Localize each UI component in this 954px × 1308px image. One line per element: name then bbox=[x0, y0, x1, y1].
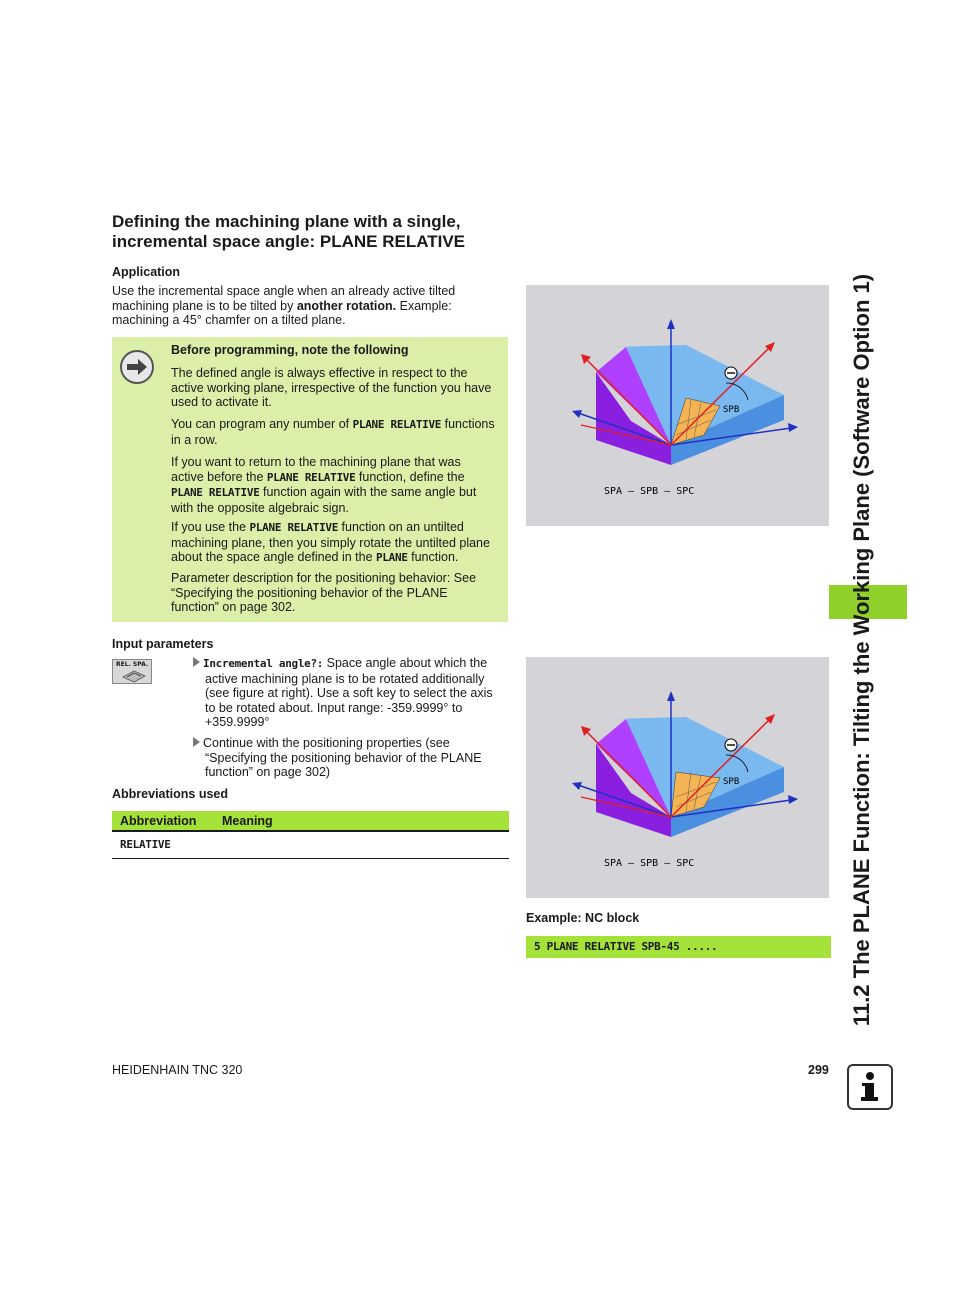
figure-tilt-diagram-2 bbox=[526, 657, 829, 898]
param-text: Space angle about which the bbox=[323, 656, 488, 670]
code-term: PLANE bbox=[376, 551, 408, 564]
param-line: +359.9999° bbox=[205, 715, 270, 729]
note-paragraph-4 bbox=[171, 520, 501, 566]
note-text-line bbox=[171, 520, 501, 536]
note-text-line bbox=[171, 470, 501, 486]
heading-line-1: Defining the machining plane with a single, bbox=[112, 212, 461, 231]
rel-spa-softkey[interactable] bbox=[112, 659, 152, 684]
note-text-line bbox=[171, 485, 501, 501]
application-title: Application bbox=[112, 265, 181, 279]
code-term: PLANE RELATIVE bbox=[249, 521, 339, 534]
abbreviations-table bbox=[112, 811, 509, 859]
application-bold-text: another rotation. bbox=[296, 298, 397, 313]
note-text-line: “Specifying the positioning behavior of the PLANE bbox=[171, 585, 448, 600]
application-text-part: Example: bbox=[396, 298, 452, 313]
param-line: (see figure at right). Use a soft key to select the axis bbox=[205, 686, 493, 700]
code-term: Incremental angle?: bbox=[203, 657, 324, 670]
footer-product: HEIDENHAIN TNC 320 bbox=[112, 1063, 243, 1077]
note-title: Before programming, note the following bbox=[171, 343, 409, 357]
note-text: about the space angle defined in the bbox=[171, 550, 377, 564]
note-text: function, define the bbox=[355, 469, 465, 484]
figure-tilt-diagram-1 bbox=[526, 285, 829, 526]
note-paragraph-2 bbox=[171, 417, 501, 447]
application-text bbox=[112, 284, 512, 328]
code-term: PLANE RELATIVE bbox=[171, 486, 260, 499]
param-line bbox=[193, 736, 508, 751]
application-line-1: Use the incremental space angle when an already active tilted bbox=[112, 284, 456, 298]
input-parameters-title: Input parameters bbox=[112, 637, 214, 651]
tilted-block-illustration bbox=[526, 657, 829, 898]
nc-block-code: 5 PLANE RELATIVE SPB-45 ..... bbox=[526, 936, 831, 958]
param-line: “Specifying the positioning behavior of the PLANE bbox=[205, 750, 482, 765]
note-text-line: in a row. bbox=[171, 432, 218, 447]
note-text: active before the bbox=[171, 469, 267, 484]
note-text: If you use the bbox=[171, 520, 250, 534]
note-text-line bbox=[171, 550, 501, 566]
note-text-line: used to activate it. bbox=[171, 395, 272, 409]
note-text: functions bbox=[441, 417, 495, 431]
table-header-row bbox=[112, 811, 509, 831]
bullet-arrow-icon bbox=[193, 737, 200, 747]
spb-label: SPB bbox=[723, 777, 740, 787]
cell-abbreviation: RELATIVE bbox=[112, 831, 214, 859]
heading-line-2: incremental space angle: PLANE RELATIVE bbox=[112, 232, 465, 251]
note-paragraph-5 bbox=[171, 571, 501, 615]
note-paragraph-3 bbox=[171, 455, 501, 515]
arrow-right-icon bbox=[120, 350, 154, 384]
header-abbreviation: Abbreviation bbox=[112, 811, 214, 831]
note-paragraph-1 bbox=[171, 366, 501, 410]
note-text: You can program any number of bbox=[171, 417, 353, 431]
tilted-plane-icon bbox=[121, 669, 147, 683]
spb-label: SPB bbox=[723, 405, 740, 415]
example-title: Example: NC block bbox=[526, 911, 640, 925]
note-text-line bbox=[171, 417, 501, 433]
code-term: PLANE RELATIVE bbox=[266, 470, 356, 484]
info-icon[interactable] bbox=[847, 1064, 893, 1110]
code-term: PLANE RELATIVE bbox=[352, 418, 442, 431]
application-line-2 bbox=[112, 299, 512, 314]
application-line-3: machining a 45° chamfer on a tilted plane. bbox=[112, 313, 346, 327]
page-number: 299 bbox=[808, 1063, 829, 1077]
note-text-line: active working plane, irrespective of the function you have bbox=[171, 380, 492, 395]
param-line bbox=[193, 656, 508, 672]
param-line: to be rotated about. Input range: -359.9999° to bbox=[205, 700, 463, 715]
note-text-line: The defined angle is always effective in respect to the bbox=[171, 366, 468, 380]
note-box bbox=[112, 337, 508, 622]
input-param-item-2 bbox=[193, 736, 508, 780]
note-text-line: machining plane, then you simply rotate the untilted plane bbox=[171, 535, 490, 550]
bullet-arrow-icon bbox=[193, 657, 200, 667]
softkey-label: REL. SPA. bbox=[116, 661, 149, 668]
abbreviations-title: Abbreviations used bbox=[112, 787, 228, 801]
tilted-block-illustration bbox=[526, 285, 829, 526]
param-line: function” on page 302) bbox=[205, 765, 331, 779]
note-text: function on an untilted bbox=[338, 520, 464, 534]
chapter-side-title-text: 11.2 The PLANE Function: Tilting the Working Plane (Software Option 1) bbox=[849, 273, 874, 1027]
param-text: Continue with the positioning properties (see bbox=[203, 736, 450, 750]
note-text-line: function” on page 302. bbox=[171, 600, 296, 614]
header-meaning: Meaning bbox=[214, 811, 509, 831]
figure-caption: SPA – SPB – SPC bbox=[604, 858, 695, 869]
figure-caption: SPA – SPB – SPC bbox=[604, 486, 695, 497]
input-param-item-1 bbox=[193, 656, 508, 730]
param-line: active machining plane is to be rotated additionally bbox=[205, 671, 485, 686]
note-text-line: Parameter description for the positioning behavior: See bbox=[171, 571, 477, 585]
note-text: function again with the same angle but bbox=[259, 485, 477, 499]
application-text-part: machining plane is to be tilted by bbox=[112, 298, 297, 313]
section-heading bbox=[112, 212, 512, 252]
note-text-line: with the opposite algebraic sign. bbox=[171, 500, 349, 515]
note-text-line: If you want to return to the machining plane that was bbox=[171, 455, 461, 469]
table-row bbox=[112, 831, 509, 859]
note-text: function. bbox=[407, 550, 459, 564]
cell-meaning bbox=[214, 831, 509, 859]
